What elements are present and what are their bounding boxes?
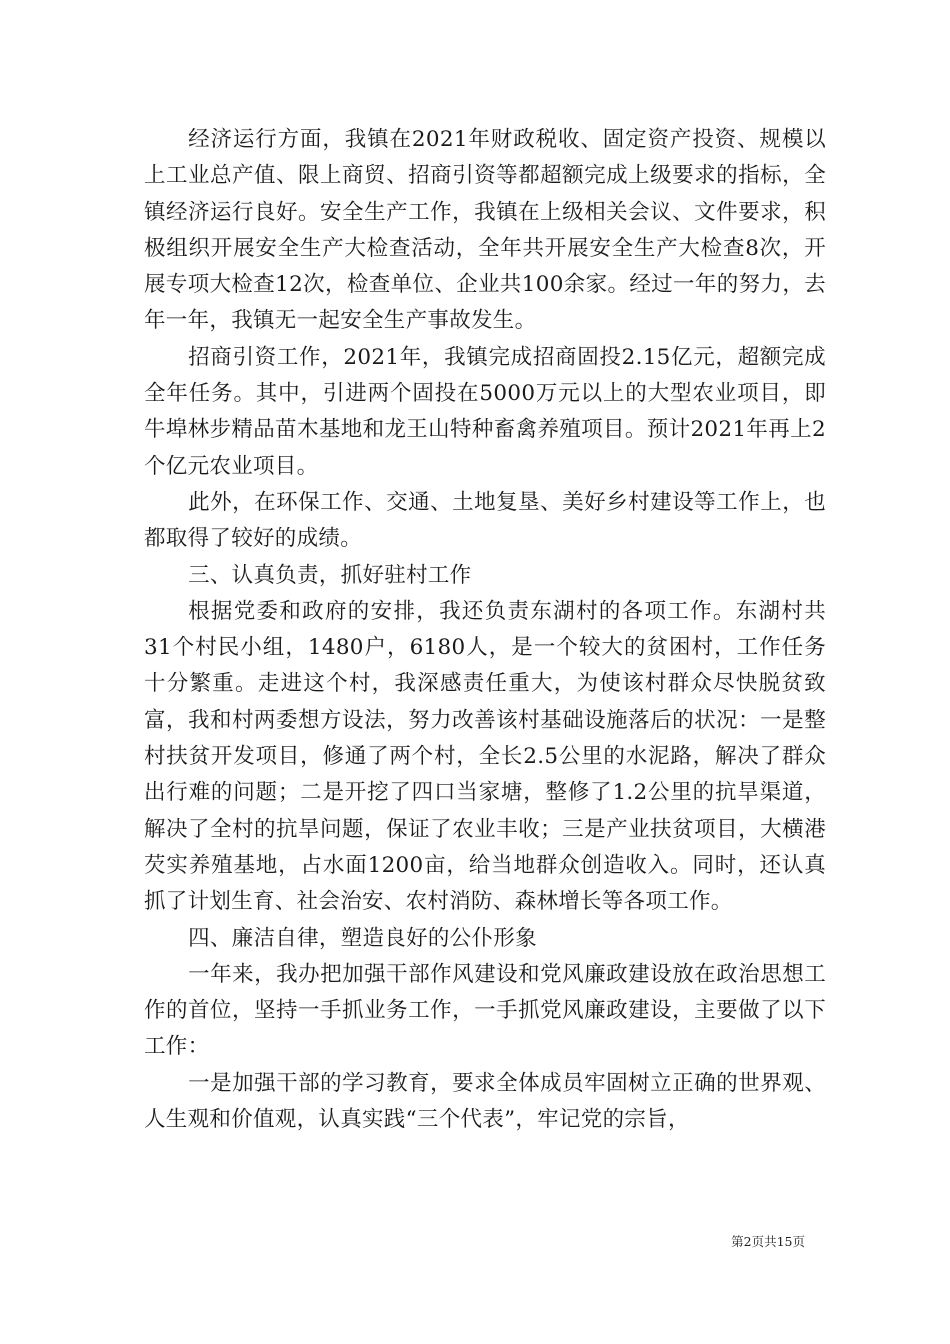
paragraph-integrity-intro: 一年来，我办把加强干部作风建设和党风廉政建设放在政治思想工作的首位，坚持一手抓业务工作，一手抓党风廉政建设，主要做了以下工作： [144, 961, 826, 1060]
document-body [144, 122, 826, 1138]
section-heading-village-work: 三、认真负责，抓好驻村工作 [188, 562, 472, 588]
page-number: 第2页共15页 [731, 1234, 805, 1249]
section-heading-integrity: 四、廉洁自律，塑造良好的公仆形象 [188, 925, 537, 951]
paragraph-investment: 招商引资工作，2021年，我镇完成招商固投2.15亿元，超额完成全年任务。其中，引进两个固投在5000万元以上的大型农业项目，即牛埠林步精品苗木基地和龙王山特种畜禽养殖项目。预计2021年再上2个亿元农业项目。 [144, 344, 826, 479]
paragraph-study-education: 一是加强干部的学习教育，要求全体成员牢固树立正确的世界观、人生观和价值观，认真实践“三个代表”，牢记党的宗旨， [144, 1070, 826, 1133]
paragraph-village-work: 根据党委和政府的安排，我还负责东湖村的各项工作。东湖村共31个村民小组，1480户，6180人，是一个较大的贫困村，工作任务十分繁重。走进这个村，我深感责任重大，为使该村群众尽快脱贫致富，我和村两委想方设法，努力改善该村基础设施落后的状况：一是整村扶贫开发项目，修通了两个村，全长2.5公里的水泥路，解决了群众出行难的问题；二是开挖了四口当家塘，整修了1.2公里的抗旱渠道，解决了全村的抗旱问题，保证了农业丰收；三是产业扶贫项目，大横港芡实养殖基地，占水面1200亩，给当地群众创造收入。同时，还认真抓了计划生育、社会治安、农村消防、森林增长等各项工作。 [144, 598, 826, 915]
paragraph-other-work: 此外，在环保工作、交通、土地复垦、美好乡村建设等工作上，也都取得了较好的成绩。 [144, 489, 826, 552]
paragraph-economy: 经济运行方面，我镇在2021年财政税收、固定资产投资、规模以上工业总产值、限上商贸、招商引资等都超额完成上级要求的指标，全镇经济运行良好。安全生产工作，我镇在上级相关会议、文件要求，积极组织开展安全生产大检查活动，全年共开展安全生产大检查8次，开展专项大检查12次，检查单位、企业共100余家。经过一年的努力，去年一年，我镇无一起安全生产事故发生。 [144, 127, 826, 334]
